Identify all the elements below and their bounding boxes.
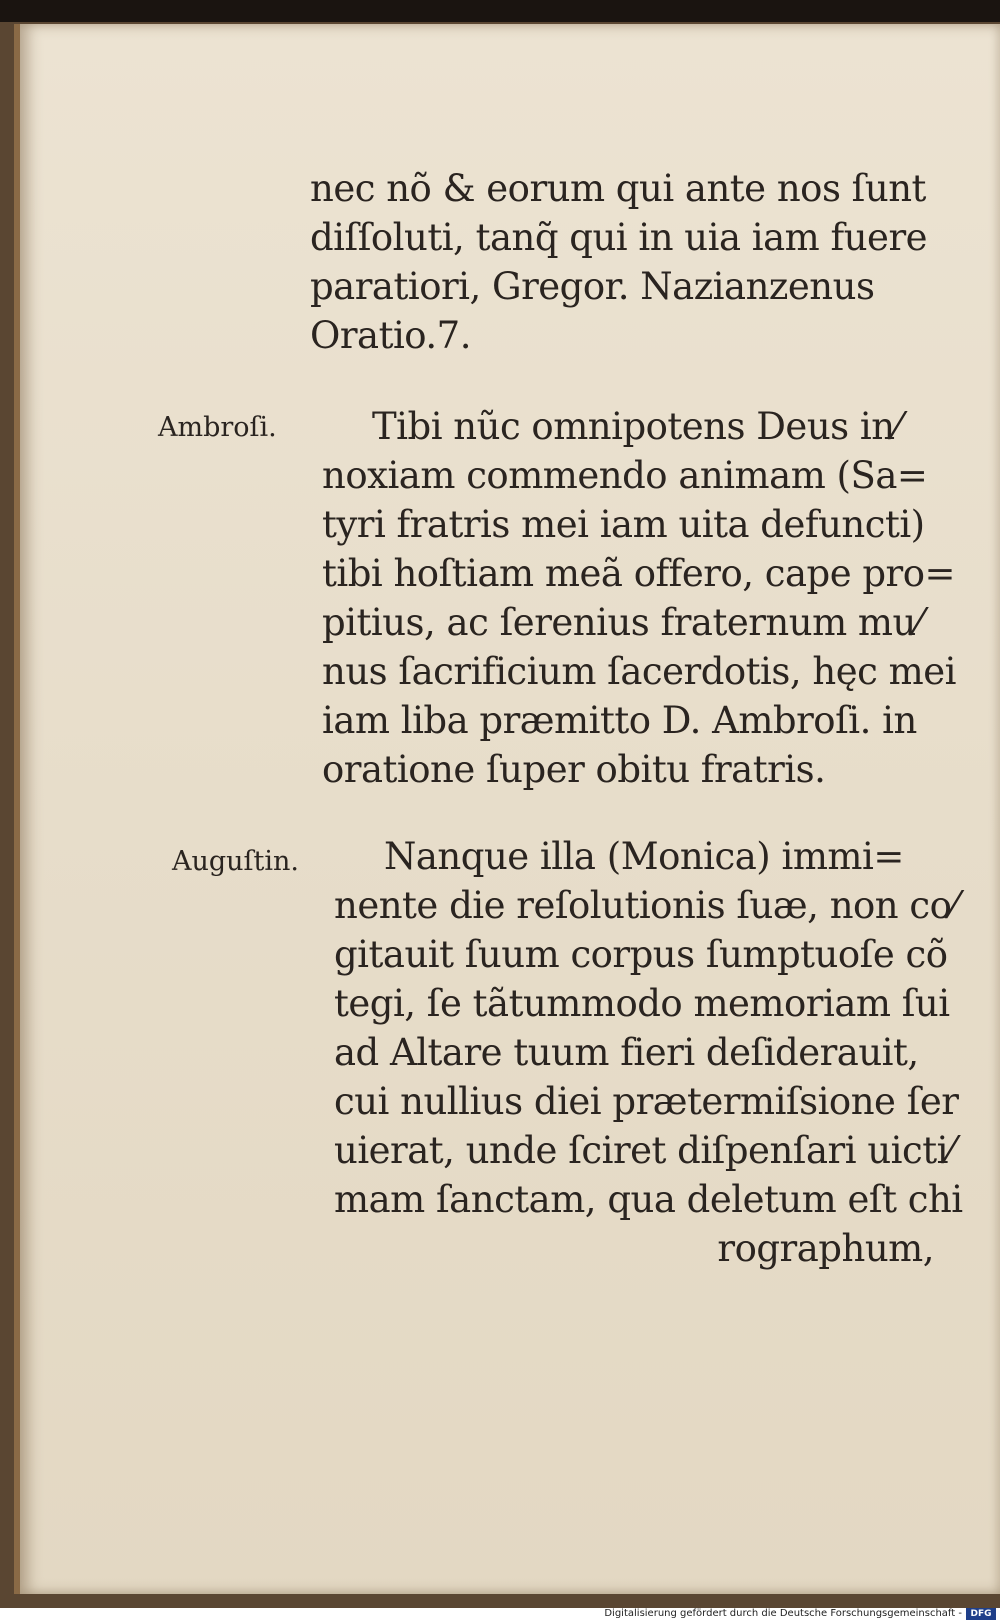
- text-line: pitius, ac ſerenius fraternum mu⁄: [322, 601, 922, 644]
- text-line: tegi, ſe tãtummodo memoriam ſui: [334, 982, 950, 1025]
- footer-bar: [0, 1608, 1000, 1620]
- scanned-page-image: [0, 22, 1000, 1608]
- passage-2: [322, 402, 956, 794]
- text-line: nus ſacrificium ſacerdotis, hęc mei: [322, 650, 956, 693]
- text-line: uierat, unde ſciret diſpenſari uicti⁄: [334, 1129, 954, 1172]
- passage-3: [334, 832, 963, 1273]
- text-line: Nanque illa (Monica) immi=: [384, 835, 904, 878]
- text-line: gitauit ſuum corpus ſumptuoſe cõ: [334, 933, 948, 976]
- text-line: oratione ſuper obitu fratris.: [322, 748, 826, 791]
- text-line: tyri fratris mei iam uita defuncti): [322, 503, 925, 546]
- text-line: tibi hoſtiam meã offero, cape pro=: [322, 552, 956, 595]
- margin-note-augustinus: Auguſtin.: [172, 846, 300, 877]
- dfg-logo: DFG: [966, 1608, 996, 1620]
- text-line: mam ſanctam, qua deletum eſt chi: [334, 1178, 963, 1221]
- margin-note-ambrosius: Ambroſi.: [158, 412, 277, 443]
- book-page: [14, 24, 1000, 1594]
- text-line: diſſoluti, tanq̃ qui in uia iam fuere: [310, 216, 928, 259]
- text-line: Oratio.7.: [310, 314, 471, 357]
- text-line: cui nullius diei prætermiſsione ſer: [334, 1080, 959, 1123]
- funding-credit: Digitalisierung gefördert durch die Deutsche Forschungsgemeinschaft -: [604, 1608, 962, 1619]
- text-line: iam liba præmitto D. Ambroſi. in: [322, 699, 917, 742]
- text-line: noxiam commendo animam (Sa=: [322, 454, 928, 497]
- text-line: nec nõ & eorum qui ante nos ſunt: [310, 167, 926, 210]
- catchword: rographum,: [717, 1227, 934, 1270]
- passage-1: [310, 164, 928, 360]
- text-line: nente die reſolutionis ſuæ, non co⁄: [334, 884, 958, 927]
- text-line: Tibi nũc omnipotens Deus in⁄: [372, 405, 901, 448]
- text-line: paratiori, Gregor. Nazianzenus: [310, 265, 875, 308]
- text-line: ad Altare tuum fieri deſiderauit,: [334, 1031, 919, 1074]
- scan-top-border: [0, 0, 1000, 22]
